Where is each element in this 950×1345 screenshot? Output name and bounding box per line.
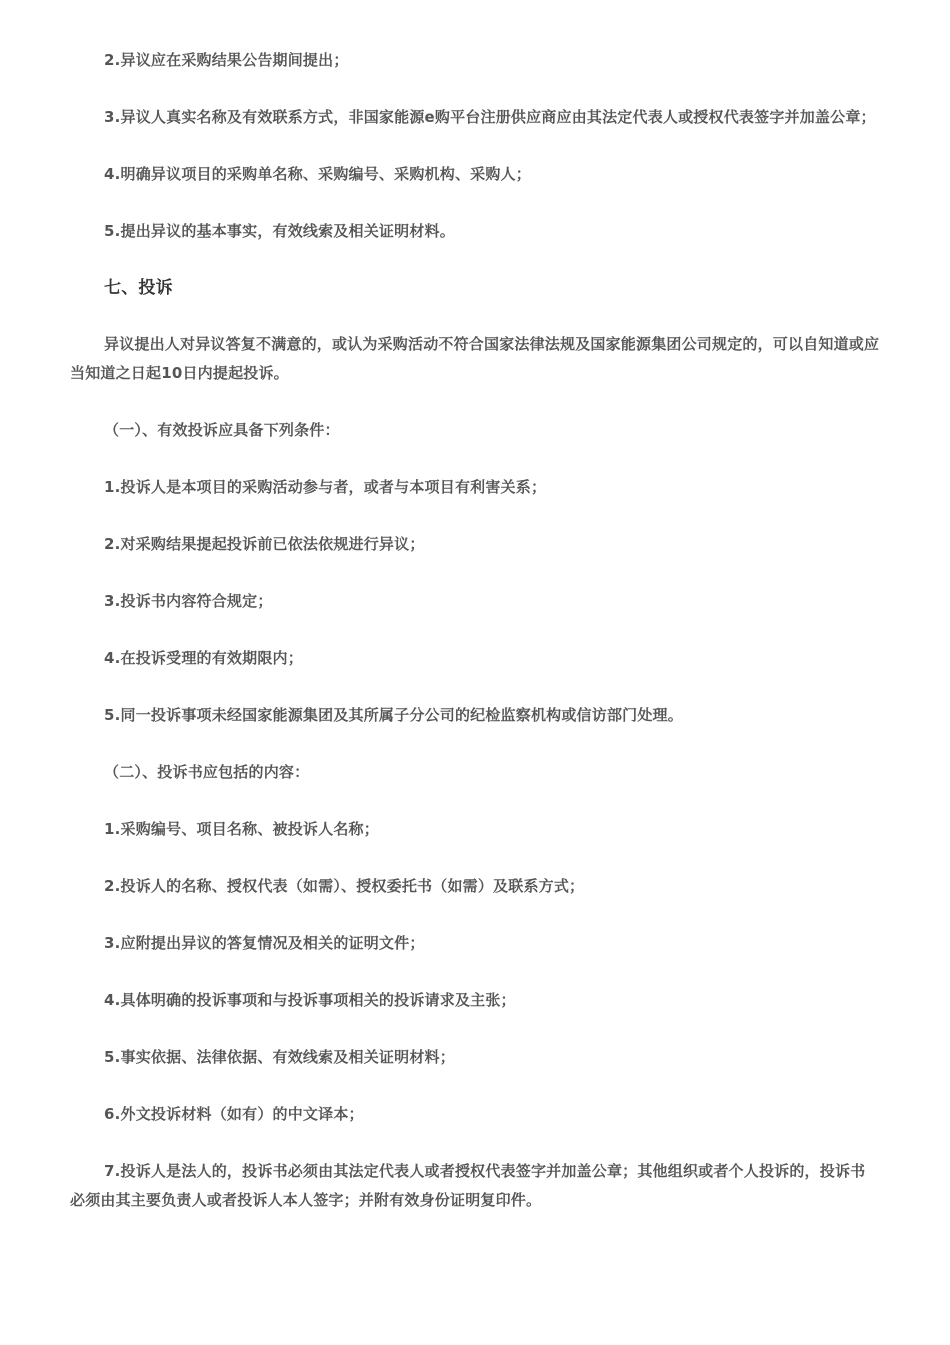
subsection-complaint-contents: （二）、投诉书应包括的内容： xyxy=(104,763,310,781)
clause-2-objection-period: 2.异议应在采购结果公告期间提出； xyxy=(104,51,349,69)
clause-5-basic-facts: 5.提出异议的基本事实，有效线索及相关证明材料。 xyxy=(104,222,455,240)
content-1: 1.采购编号、项目名称、被投诉人名称； xyxy=(104,820,379,838)
document-body xyxy=(70,46,880,1215)
condition-1: 1.投诉人是本项目的采购活动参与者，或者与本项目有利害关系； xyxy=(104,478,547,496)
clause-4-project-info: 4.明确异议项目的采购单名称、采购编号、采购机构、采购人； xyxy=(104,165,531,183)
clause-3-objector-name: 3.异议人真实名称及有效联系方式，非国家能源e购平台注册供应商应由其法定代表人或授权代表签字并加盖公章； xyxy=(104,108,876,126)
condition-2: 2.对采购结果提起投诉前已依法依规进行异议； xyxy=(104,535,425,553)
condition-3: 3.投诉书内容符合规定； xyxy=(104,592,273,610)
section-heading-complaint: 七、投诉 xyxy=(104,278,173,298)
content-2: 2.投诉人的名称、授权代表（如需）、授权委托书（如需）及联系方式； xyxy=(104,877,585,895)
complaint-intro: 异议提出人对异议答复不满意的，或认为采购活动不符合国家法律法规及国家能源集团公司规定的，可以自知道或应当知道之日起10日内提起投诉。 xyxy=(70,335,880,382)
subsection-valid-conditions: （一）、有效投诉应具备下列条件： xyxy=(104,421,340,439)
condition-4: 4.在投诉受理的有效期限内； xyxy=(104,649,303,667)
content-5: 5.事实依据、法律依据、有效线索及相关证明材料； xyxy=(104,1048,455,1066)
content-3: 3.应附提出异议的答复情况及相关的证明文件； xyxy=(104,934,425,952)
content-6: 6.外文投诉材料（如有）的中文译本； xyxy=(104,1105,364,1123)
condition-5: 5.同一投诉事项未经国家能源集团及其所属子分公司的纪检监察机构或信访部门处理。 xyxy=(104,706,683,724)
content-4: 4.具体明确的投诉事项和与投诉事项相关的投诉请求及主张； xyxy=(104,991,516,1009)
content-7: 7.投诉人是法人的，投诉书必须由其法定代表人或者授权代表签字并加盖公章；其他组织或者个人投诉的，投诉书必须由其主要负责人或者投诉人本人签字；并附有效身份证明复印件。 xyxy=(70,1162,866,1209)
